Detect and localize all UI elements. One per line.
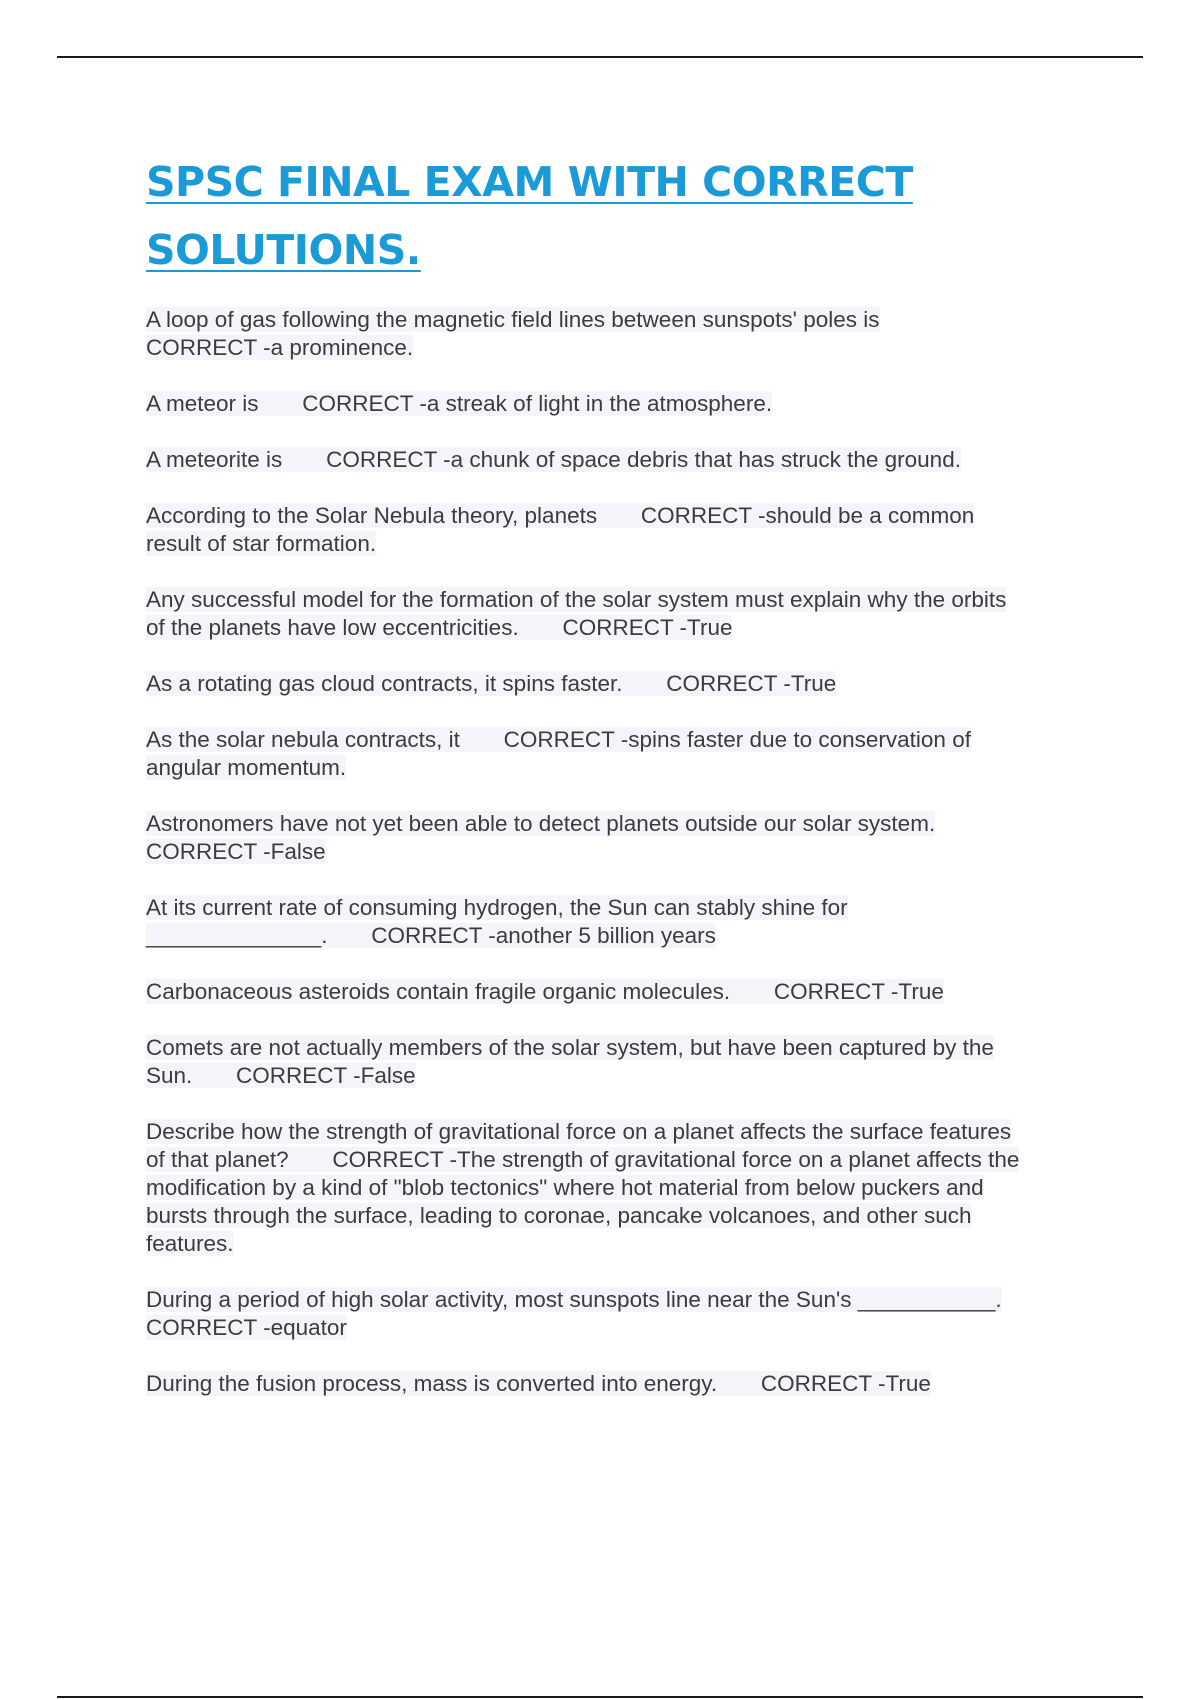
qa-item bbox=[146, 1118, 1096, 1258]
qa-text: Astronomers have not yet been able to detect planets outside our solar system. CORRECT -False bbox=[146, 811, 936, 864]
qa-item bbox=[146, 1370, 1096, 1398]
qa-text: Any successful model for the formation of the solar system must explain why the orbits of the planets have low eccentricities. CORRECT -True bbox=[146, 587, 1007, 640]
document-body bbox=[146, 148, 1096, 1426]
qa-text: According to the Solar Nebula theory, planets CORRECT -should be a common result of star formation. bbox=[146, 503, 975, 556]
qa-item bbox=[146, 894, 1096, 950]
qa-item bbox=[146, 978, 1096, 1006]
qa-list bbox=[146, 306, 1096, 1398]
qa-text: A meteorite is CORRECT -a chunk of space debris that has struck the ground. bbox=[146, 447, 961, 472]
qa-item bbox=[146, 390, 1096, 418]
bottom-rule bbox=[57, 1696, 1143, 1698]
qa-item bbox=[146, 726, 1096, 782]
qa-item bbox=[146, 670, 1096, 698]
qa-item bbox=[146, 502, 1096, 558]
qa-text: At its current rate of consuming hydrogen, the Sun can stably shine for ______________. CORRECT -another 5 billion years bbox=[146, 895, 848, 948]
document-title-text: SPSC FINAL EXAM WITH CORRECT SOLUTIONS. bbox=[146, 158, 913, 274]
qa-item bbox=[146, 586, 1096, 642]
qa-item bbox=[146, 306, 1096, 362]
qa-text: As a rotating gas cloud contracts, it spins faster. CORRECT -True bbox=[146, 671, 837, 696]
qa-item bbox=[146, 1034, 1096, 1090]
top-rule bbox=[57, 56, 1143, 58]
qa-item bbox=[146, 810, 1096, 866]
qa-text: Describe how the strength of gravitational force on a planet affects the surface features of that planet? CORRECT -The strength of gravitational force on a planet affects the modification by a kind of "blob tectonics" where hot material from below puckers and bursts through the surface, leading to coronae, pancake volcanoes, and other such features. bbox=[146, 1119, 1020, 1256]
qa-text: Carbonaceous asteroids contain fragile organic molecules. CORRECT -True bbox=[146, 979, 944, 1004]
qa-text: A loop of gas following the magnetic field lines between sunspots' poles is CORRECT -a prominence. bbox=[146, 307, 880, 360]
qa-item bbox=[146, 446, 1096, 474]
qa-text: A meteor is CORRECT -a streak of light in the atmosphere. bbox=[146, 391, 773, 416]
qa-text: As the solar nebula contracts, it CORRECT -spins faster due to conservation of angular momentum. bbox=[146, 727, 971, 780]
qa-text: During the fusion process, mass is converted into energy. CORRECT -True bbox=[146, 1371, 931, 1396]
qa-text: Comets are not actually members of the solar system, but have been captured by the Sun. CORRECT -False bbox=[146, 1035, 994, 1088]
document-title bbox=[146, 148, 1096, 284]
qa-item bbox=[146, 1286, 1096, 1342]
qa-text: During a period of high solar activity, most sunspots line near the Sun's ___________. CORRECT -equator bbox=[146, 1287, 1002, 1340]
